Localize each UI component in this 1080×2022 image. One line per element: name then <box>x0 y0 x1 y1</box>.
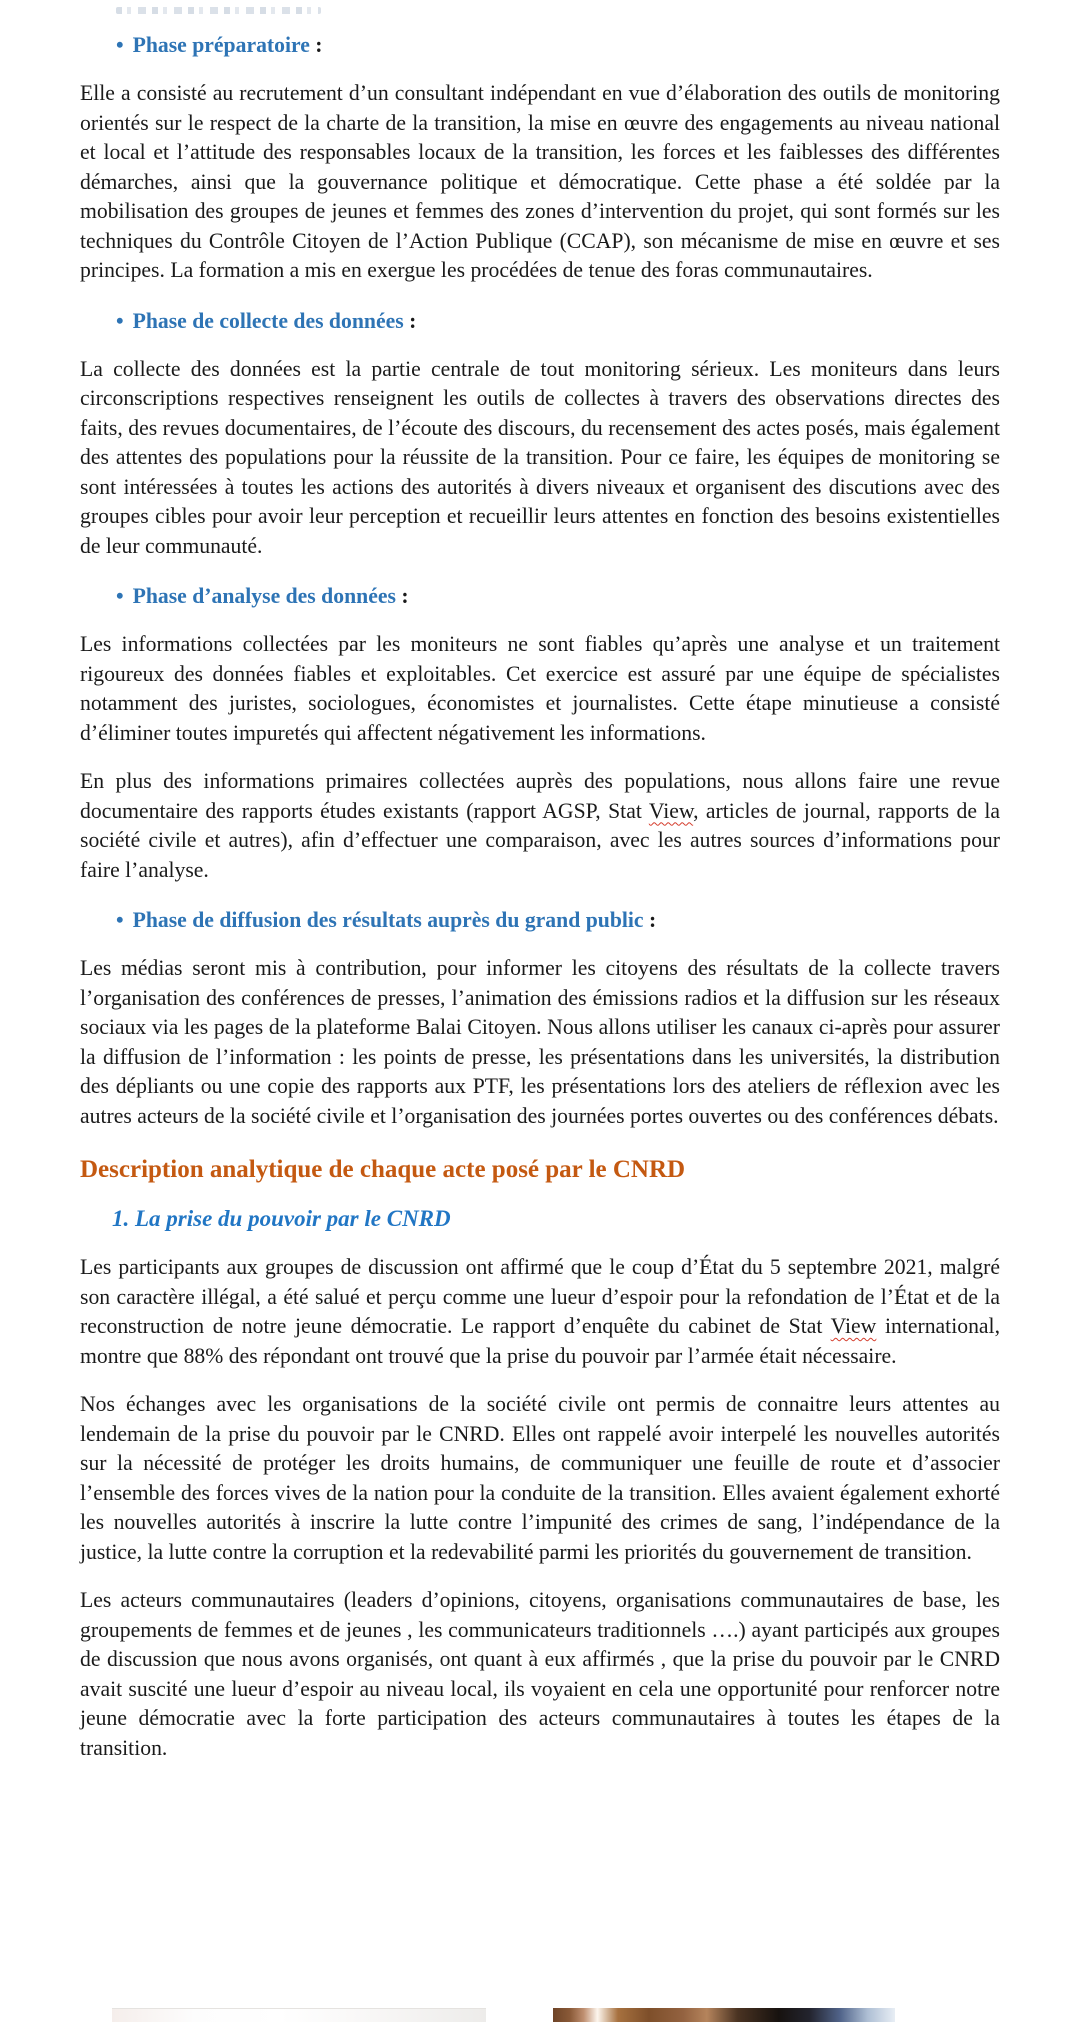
heading-colon: : <box>395 584 409 608</box>
heading-label: Phase d’analyse des données <box>132 584 396 608</box>
bullet-heading-phase-diffusion <box>80 905 1000 935</box>
photo-thumbnail-right <box>553 2008 895 2022</box>
bullet-icon: • <box>116 308 124 333</box>
spellcheck-underline: View <box>648 798 694 823</box>
paragraph-phase-preparatoire: Elle a consisté au recrutement d’un consultant indépendant en vue d’élaboration des outils de monitoring orientés sur le respect de la charte de la transition, la mise en œuvre des engagements au niveau national et local et l’attitude des responsables locaux de la transition, les forces et les faiblesses des différentes démarches, ainsi que la gouvernance politique et démocratique. Cette phase a été soldée par la mobilisation des groupes de jeunes et femmes des zones d’intervention du projet, qui sont formés sur les techniques du Contrôle Citoyen de l’Action Publique (CCAP), son mécanisme de mise en œuvre et ses principes. La formation a mis en exergue les procédées de tenue des foras communautaires. <box>80 81 1000 282</box>
heading-colon: : <box>309 33 323 57</box>
paragraph-phase-analyse: Les informations collectées par les moniteurs ne sont fiables qu’après une analyse et un traitement rigoureux des données fiables et exploitables. Cet exercice est assuré par une équipe de spécialistes notamment des juristes, sociologues, économistes et journalistes. Cette étape minutieuse a consisté d’éliminer toutes impuretés qui affectent négativement les informations. <box>80 632 1000 745</box>
paragraph-text: , articles de journal, rapports de la société civile et autres), afin d’effectuer une comparaison, avec les autres sources d’informations pour faire l’analyse. <box>80 798 1000 882</box>
heading-label: Phase de collecte des données <box>132 308 404 333</box>
heading-label: Phase de diffusion des résultats auprès du grand public <box>132 908 644 932</box>
paragraph-phase-diffusion: Les médias seront mis à contribution, pour informer les citoyens des résultats de la collecte travers l’organisation des conférences de presses, l’animation des émissions radios et la diffusion sur les réseaux sociaux via les pages de la plateforme Balai Citoyen. Nous allons utiliser les canaux ci-après pour assurer la diffusion de l’information : les points de presse, les présentations dans les universités, la distribution des dépliants ou une copie des rapports aux PTF, les présentations lors des ateliers de réflexion avec les autres acteurs de la société civile et l’organisation des journées portes ouvertes ou des conférences débats. <box>80 956 1000 1128</box>
heading-label: Phase préparatoire <box>132 33 310 57</box>
bullet-icon: • <box>116 33 124 57</box>
paragraph-echanges-osc: Nos échanges avec les organisations de la société civile ont permis de connaitre leurs attentes au lendemain de la prise du pouvoir par le CNRD. Elles ont rappelé avoir interpelé les nouvelles autorités sur la nécessité de protéger les droits humains, de communiquer une feuille de route et d’associer l’ensemble des forces vives de la nation pour la conduite de la transition. Elles avaient également exhorté les nouvelles autorités à inscrire la lutte contre l’impunité des crimes de sang, l’indépendance de la justice, la lutte contre la corruption et la redevabilité parmi les priorités du gouvernement de transition. <box>80 1392 1000 1564</box>
paragraph-revue-documentaire <box>80 767 1000 885</box>
bullet-icon: • <box>116 908 124 932</box>
paragraph-acteurs-communautaires: Les acteurs communautaires (leaders d’opinions, citoyens, organisations communautaires de base, les groupements de femmes et de jeunes , les communicateurs traditionnels ….) ayant participés aux groupes de discussion que nous avons organisés, ont quant à eux affirmés , que la prise du pouvoir par le CNRD avait suscité une lueur d’espoir au niveau local, ils voyaient en cela une opportunité pour renforcer notre jeune démocratie avec la forte participation des acteurs communautaires à toutes les étapes de la transition. <box>80 1588 1000 1760</box>
paragraph-participants-groupes <box>80 1253 1000 1371</box>
section-title-description-analytique: Description analytique de chaque acte posé par le CNRD <box>80 1156 686 1183</box>
clipped-text-remnant <box>116 7 321 14</box>
heading-colon: : <box>643 908 657 932</box>
bullet-heading-phase-collecte <box>80 306 1000 336</box>
paragraph-text: Les participants aux groupes de discussion ont affirmé que le coup d’État du 5 septembre 2021, malgré son caractère illégal, a été salué et perçu comme une lueur d’espoir pour la refondation de l’État et de la reconstruction de notre jeune démocratie. Le rapport d’enquête du cabinet de Stat <box>80 1255 1000 1338</box>
paragraph-text: international, montre que 88% des répondant ont trouvé que la prise du pouvoir par l’armée était nécessaire. <box>80 1314 1000 1368</box>
photo-thumbnail-left <box>112 2008 486 2022</box>
bullet-icon: • <box>116 584 124 608</box>
heading-colon: : <box>403 308 417 333</box>
spellcheck-underline: View <box>830 1314 877 1338</box>
subheading-prise-du-pouvoir: 1. La prise du pouvoir par le CNRD <box>112 1206 451 1231</box>
paragraph-text: En plus des informations primaires collectées auprès des populations, nous allons faire une revue documentaire des rapports études existants (rapport AGSP, Stat <box>80 769 1000 823</box>
paragraph-phase-collecte: La collecte des données est la partie centrale de tout monitoring sérieux. Les moniteurs dans leurs circonscriptions respectives renseignent les outils de collectes à travers des observations directes des faits, des revues documentaires, de l’écoute des discours, du recensement des actes posés, mais également des attentes des populations pour la réussite de la transition. Pour ce faire, les équipes de monitoring se sont intéressées à toutes les actions des autorités à divers niveaux et organisent des discutions avec des groupes cibles pour avoir leur perception et recueillir leurs attentes en fonction des besoins existentielles de leur communauté. <box>80 356 1000 558</box>
bullet-heading-phase-preparatoire <box>80 30 1000 60</box>
bullet-heading-phase-analyse <box>80 581 1000 611</box>
